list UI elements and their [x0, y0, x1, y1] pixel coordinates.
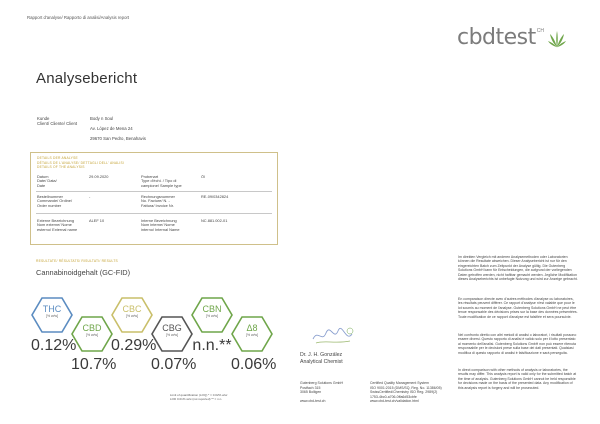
disclaimer-en: In direct comparison with other methods of analysis or laboratories, the results may differ. This analysis report is valid only for the submitted batch at the time of analysis. Gutenberg Solutions GmbH cannot be held responsible for decisions made on the basis of the presented data. Any modification of this analysis report is forgery and will be prosecuted.: [458, 368, 577, 390]
chemist-role: Analytical Chemist: [300, 358, 343, 365]
cbg-unit: [% w/w]: [165, 333, 179, 337]
delta8-hex-content: [231, 323, 273, 338]
client-label: Kunde Client/ Cliente/ Client: [37, 116, 78, 127]
cbd-unit: [% w/w]: [85, 333, 99, 337]
lab-address: Gutenberg Solutions GmbH Postfach 315 3065 Bolligen www.cbd-test.ch: [300, 381, 343, 404]
results-header: RESULTATE/ RÉSULTATS/ RISULTATI/ RESULTS: [36, 259, 118, 263]
cbc-value: 0.29%: [111, 337, 157, 354]
sample-type-value: Öl: [201, 174, 205, 179]
cbg-value: 0.07%: [151, 356, 197, 373]
order-label: Bestellnummer Commande/ Ordine/ Order number: [37, 194, 73, 208]
logo-text: cbdtest: [457, 25, 536, 50]
sample-type-label: Probenart Type d'échi. / Tipo di campione/ Sample type: [141, 174, 182, 188]
thc-unit: [% w/w]: [45, 314, 59, 318]
cbn-value: n.n.**: [192, 337, 232, 354]
logo-superscript: CH: [536, 28, 545, 34]
report-type-line: Rapport d'analyse/ Rapporto di analisi/Analysis report: [27, 15, 130, 20]
thc-value: 0.12%: [31, 337, 77, 354]
signature-stamp-image: [310, 325, 356, 347]
delta8-unit: [% w/w]: [245, 333, 259, 337]
cbd-name: CBD: [82, 323, 102, 333]
analysis-details-box: [30, 152, 278, 245]
disclaimer-fr: En comparaison directe avec d'autres méthodes d'analyse ou laboratoires, les résultats peuvent différer. Ce rapport d'analyse n'est valable que pour le lot soumis au moment de l'analyse. Gutenberg Solutions GmbH ne peut être tenue responsable des décisions prises sur la base des données présentées. Toute modification de ce rapport d'analyse est falsifiée et sera poursuivie.: [458, 297, 578, 319]
loq-note: Limit of quantification (LOQ) * = 0.02% w/w LOD 0.01% w/w (not reported) ** = n.n.: [170, 393, 228, 401]
cbn-hex-content: [191, 304, 233, 319]
client-street: Av. López de Mena 24: [90, 126, 133, 131]
cbc-name: CBC: [122, 304, 142, 314]
cbg-hex-content: [151, 323, 193, 338]
details-header: DETAILS DER ANALYSE DÉTAILS DE L'ANALYSE/ DETTAGLI DELL' ANALISI DETAILS OF THE ANALYSIS: [37, 156, 125, 170]
cannabis-leaf-icon: [547, 30, 567, 50]
date-label: Datum Date/ Data/ Date: [37, 174, 57, 188]
cannabinoid-hexagons: [30, 293, 290, 373]
cbn-unit: [% w/w]: [205, 314, 219, 318]
cbc-hex-content: [111, 304, 153, 319]
details-divider: [36, 191, 272, 192]
delta8-value: 0.06%: [231, 356, 277, 373]
cbdtest-logo: [457, 24, 544, 52]
thc-hex-content: [31, 304, 73, 319]
internal-name-label: Interne Bezeichnung Nom interne/ Nome interno/ Internal Name: [141, 218, 180, 232]
disclaimer-it: Nel confronto diretto con altri metodi di analisi o laboratori, i risultati possono essere diversi. Questo rapporto di analisi è valido solo per il lotto presentato al momento dell'analisi. Gutenberg Solutions GmbH non può essere ritenuta responsabile per le decisioni prese sulla base dei dati presentati. Qualsiasi modifica di questo rapporto di analisi è falsificazione e sarà perseguita.: [458, 333, 577, 355]
lab-certification: Certified Quality Management System ISO 9001:2015 (DMS/SQ, Reg. No. 11386/05) SwissCertified/Chemistry ISO Reg. 2989(2) 1753-4bc0-a706-0ffa6d53cbfe www.cbd-test.ch/validation.html: [370, 381, 442, 404]
cbg-name: CBG: [162, 323, 182, 333]
invoice-label: Rechnungsnummer No. Facture/ N. - Fattura/ Invoice Nr.: [141, 194, 175, 208]
chemist-block: [300, 352, 343, 366]
details-divider: [36, 213, 272, 214]
cbd-hex-content: [71, 323, 113, 338]
delta8-name: Δ8: [246, 323, 258, 333]
date-value: 29.09.2020: [89, 174, 109, 179]
external-name-value: ALEF 10: [89, 218, 105, 223]
cbn-name: CBN: [202, 304, 222, 314]
results-title: Cannabinoidgehalt (GC-FID): [36, 268, 131, 277]
invoice-value: RE-09/0342824: [201, 194, 229, 199]
cbc-unit: [% w/w]: [125, 314, 139, 318]
disclaimer-de: Im direkten Vergleich mit anderen Analysemethoden oder Laboratorien können die Resultate abweichen. Dieser Analysebericht ist nur für den eingereichten Batch zum Zeitpunkt der Analyse gültig. Die Gutenberg Solutions GmbH kann für Entscheidungen, die aufgrund der vorliegenden Daten getroffen werden, nicht haftbar gemacht werden. Jegliche Modifikation dieses Analyseberichts ist unbefugte Nutzung und wird zur Anzeige gebracht.: [458, 255, 578, 282]
internal-name-value: NC.881.002-01: [201, 218, 228, 223]
cbd-value: 10.7%: [71, 356, 117, 373]
client-name: Body n Soul: [90, 116, 114, 121]
chemist-name: Dr. J. H. González: [300, 352, 343, 358]
order-value: -: [89, 194, 91, 199]
thc-name: THC: [42, 304, 62, 314]
page-title: Analysebericht: [36, 70, 138, 87]
external-name-label: Externe Bezeichnung Nom externe/ Nome esterno/ External name: [37, 218, 78, 232]
client-city: 29670 San Pedro, Benahavis: [90, 136, 146, 141]
